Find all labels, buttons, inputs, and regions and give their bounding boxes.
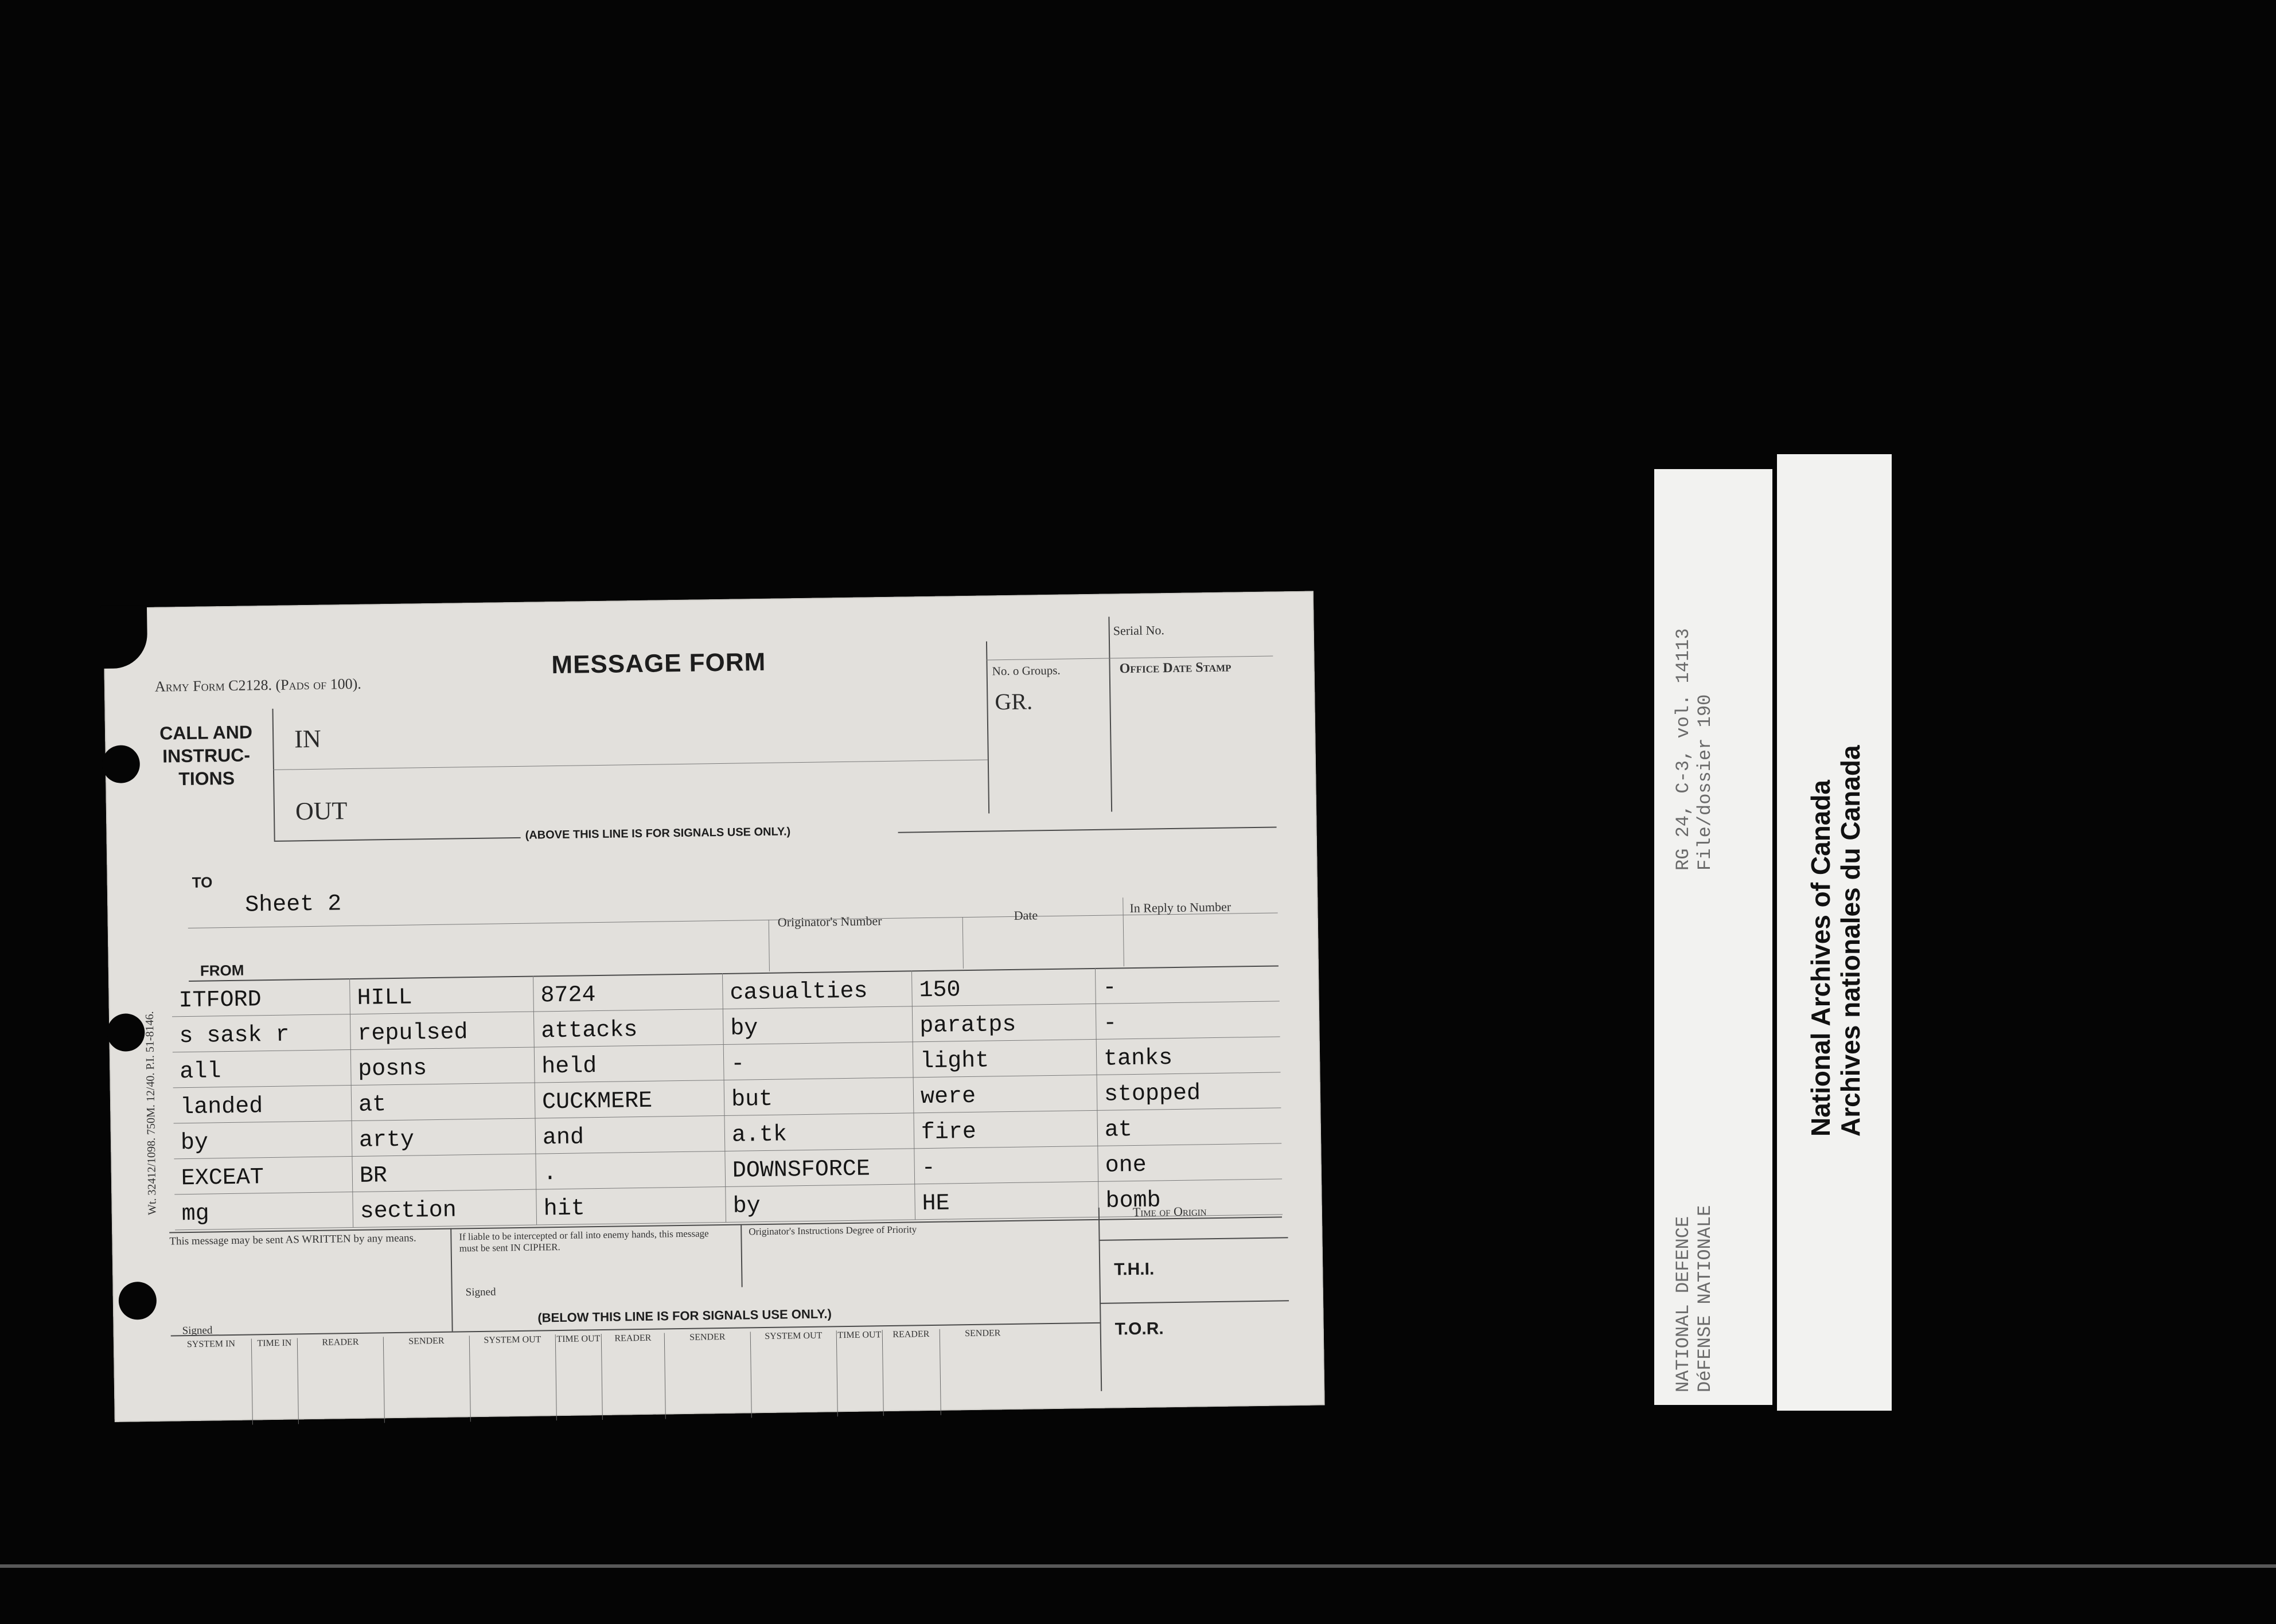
message-word-cell xyxy=(722,970,913,1009)
message-word: one xyxy=(1105,1152,1147,1179)
punch-hole xyxy=(102,745,140,783)
signals-column-label: SYSTEM OUT xyxy=(750,1330,837,1418)
signals-column-label: READER xyxy=(882,1329,941,1416)
message-word-cell xyxy=(724,1077,914,1116)
reference-text xyxy=(1673,628,1716,870)
from-label: FROM xyxy=(200,961,244,979)
message-word-cell xyxy=(174,1121,352,1159)
message-word: all xyxy=(180,1059,221,1086)
signals-column-label: TIME OUT xyxy=(555,1334,602,1420)
message-word: - xyxy=(730,1051,745,1078)
message-word-cell xyxy=(352,1154,536,1192)
message-word-cell xyxy=(723,1041,914,1080)
message-word-cell xyxy=(352,1118,536,1157)
message-word-cell xyxy=(1096,1036,1281,1075)
message-word-cell xyxy=(535,1080,725,1119)
message-word: and xyxy=(542,1125,584,1151)
message-word-cell xyxy=(535,1115,725,1154)
archives-name xyxy=(1806,745,1865,1137)
office-date-stamp-label: Office Date Stamp xyxy=(1119,659,1231,677)
message-word: section xyxy=(360,1197,457,1225)
message-word: 8724 xyxy=(540,982,596,1009)
form-title: MESSAGE FORM xyxy=(551,647,766,680)
message-word: casualties xyxy=(730,978,868,1006)
message-word-cell xyxy=(172,978,350,1017)
message-word: by xyxy=(730,1016,758,1042)
message-word-cell xyxy=(350,1047,535,1086)
groups-value: GR. xyxy=(995,688,1033,715)
cipher-note: If liable to be intercepted or fall into enemy hands, this message must be sent IN CIPHER. xyxy=(459,1228,709,1254)
message-word: HE xyxy=(922,1190,950,1217)
army-form-number: Army Form C2128. (Pads of 100). xyxy=(154,675,361,695)
message-word: - xyxy=(921,1155,936,1182)
message-word-cell xyxy=(913,1110,1098,1149)
message-word: stopped xyxy=(1104,1080,1201,1108)
to-label: TO xyxy=(192,873,213,891)
message-word-cell xyxy=(725,1184,915,1223)
message-word: attacks xyxy=(541,1017,638,1045)
message-word-cell xyxy=(912,1004,1097,1042)
message-word-cell xyxy=(533,973,723,1012)
message-word-cell xyxy=(536,1186,726,1225)
signals-column-label: READER xyxy=(601,1333,665,1420)
message-word-cell xyxy=(911,968,1096,1006)
signed-label: Signed xyxy=(465,1286,496,1299)
message-word-cell xyxy=(172,1014,350,1052)
message-word: ITFORD xyxy=(178,987,262,1014)
message-word-cell xyxy=(1097,1143,1282,1181)
message-word: landed xyxy=(180,1094,263,1121)
originators-number-label: Originator's Number xyxy=(777,914,882,930)
message-word: but xyxy=(731,1086,773,1113)
message-word-cell xyxy=(174,1156,352,1194)
message-form-card xyxy=(103,591,1325,1422)
as-written-note: This message may be sent AS WRITTEN by any means. xyxy=(169,1232,416,1248)
message-word-cell xyxy=(724,1148,915,1187)
message-word-cell xyxy=(173,1085,352,1123)
message-word-cell xyxy=(1097,1072,1281,1110)
below-line-note: (BELOW THIS LINE IS FOR SIGNALS USE ONLY.) xyxy=(537,1306,832,1325)
department-text xyxy=(1673,1205,1716,1392)
message-word-cell xyxy=(535,1151,726,1190)
message-word-cell xyxy=(913,1075,1098,1113)
message-word-cell xyxy=(351,1083,536,1121)
out-label: OUT xyxy=(295,797,348,826)
message-word-cell xyxy=(1097,1107,1281,1146)
message-word-cell xyxy=(724,1112,914,1151)
in-reply-to-label: In Reply to Number xyxy=(1129,899,1231,916)
signals-column-label: SYSTEM OUT xyxy=(469,1334,556,1422)
message-word: a.tk xyxy=(731,1122,788,1149)
in-label: IN xyxy=(294,724,322,754)
date-label: Date xyxy=(1014,908,1038,923)
message-word: by xyxy=(732,1193,761,1220)
punch-hole xyxy=(118,1282,157,1320)
message-word: BR xyxy=(359,1163,388,1189)
signals-column-label: TIME IN xyxy=(251,1338,298,1424)
message-word-cell xyxy=(914,1181,1099,1220)
message-word: CUCKMERE xyxy=(541,1088,653,1116)
message-word-cell xyxy=(1095,965,1280,1004)
message-word-cell xyxy=(1096,1001,1280,1039)
message-word: - xyxy=(1102,975,1117,1001)
above-line-note: (ABOVE THIS LINE IS FOR SIGNALS USE ONLY.) xyxy=(525,825,791,842)
reference-file: File/dossier 190 xyxy=(1694,694,1716,870)
message-word: bomb xyxy=(1105,1188,1161,1215)
signals-column-label: TIME OUT xyxy=(836,1330,883,1416)
signals-column-label: READER xyxy=(297,1337,384,1424)
message-word: HILL xyxy=(357,985,412,1012)
print-code: Wt. 32412/1098. 750M. 12/40. P.I. 51-8146. xyxy=(143,1011,159,1216)
message-word-cell xyxy=(173,1049,351,1088)
archives-name-fr: Archives nationales du Canada xyxy=(1835,745,1865,1137)
department-en: NATIONAL DEFENCE xyxy=(1673,1216,1694,1392)
message-word: at xyxy=(358,1092,387,1118)
to-value: Sheet 2 xyxy=(244,891,342,919)
message-word-cell xyxy=(913,1039,1097,1078)
message-word: by xyxy=(180,1130,209,1157)
message-word: - xyxy=(1102,1010,1117,1037)
message-word: at xyxy=(1104,1117,1133,1143)
message-word: 150 xyxy=(919,977,961,1004)
message-word: DOWNSFORCE xyxy=(732,1156,871,1184)
message-word-cell xyxy=(533,1009,724,1048)
message-word-cell xyxy=(349,976,534,1014)
message-word: posns xyxy=(357,1056,427,1083)
message-word: tanks xyxy=(1103,1045,1173,1072)
serial-no-label: Serial No. xyxy=(1113,623,1165,638)
reference-volume: RG 24, C-3, vol. 14113 xyxy=(1673,628,1694,870)
call-instructions-label: CALL AND INSTRUC-TIONS xyxy=(159,721,253,790)
signed-label-lower: Signed xyxy=(182,1324,213,1337)
message-word: arty xyxy=(358,1127,415,1154)
signals-column-label: SYSTEM IN xyxy=(186,1338,236,1350)
message-word-cell xyxy=(914,1146,1098,1184)
archives-name-en: National Archives of Canada xyxy=(1806,779,1835,1137)
thi-label: T.H.I. xyxy=(1114,1259,1155,1279)
time-of-origin-label: Time of Origin xyxy=(1132,1204,1207,1220)
message-word: held xyxy=(541,1053,597,1080)
message-word: hit xyxy=(543,1196,586,1223)
scanner-edge xyxy=(0,1564,2276,1568)
message-word-cell xyxy=(352,1189,537,1228)
message-word: s sask r xyxy=(179,1022,290,1050)
originators-instructions-label: Originator's Instructions Degree of Priority xyxy=(749,1224,917,1237)
message-word: fire xyxy=(921,1119,977,1146)
signals-column-label: SENDER xyxy=(383,1336,470,1423)
punch-hole xyxy=(107,1013,145,1052)
signals-column-label: SENDER xyxy=(940,1328,1027,1415)
message-word: EXCEAT xyxy=(181,1165,264,1192)
message-word: repulsed xyxy=(357,1020,468,1047)
groups-label: No. o Groups. xyxy=(992,663,1061,678)
torn-corner xyxy=(101,605,148,669)
message-word: paratps xyxy=(919,1012,1016,1040)
archives-label-card xyxy=(1777,454,1892,1411)
message-word: . xyxy=(543,1161,558,1187)
signals-column-label: SENDER xyxy=(664,1332,751,1419)
message-word: were xyxy=(920,1083,976,1111)
message-word-cell xyxy=(350,1012,535,1050)
department-fr: DéFENSE NATIONALE xyxy=(1694,1205,1716,1392)
tor-label: T.O.R. xyxy=(1114,1319,1164,1339)
message-word-cell xyxy=(534,1044,724,1083)
message-word: mg xyxy=(181,1201,210,1228)
reference-label-card xyxy=(1654,469,1772,1405)
message-word-cell xyxy=(723,1006,913,1045)
message-word-cell xyxy=(174,1192,353,1230)
message-word: light xyxy=(919,1048,989,1075)
